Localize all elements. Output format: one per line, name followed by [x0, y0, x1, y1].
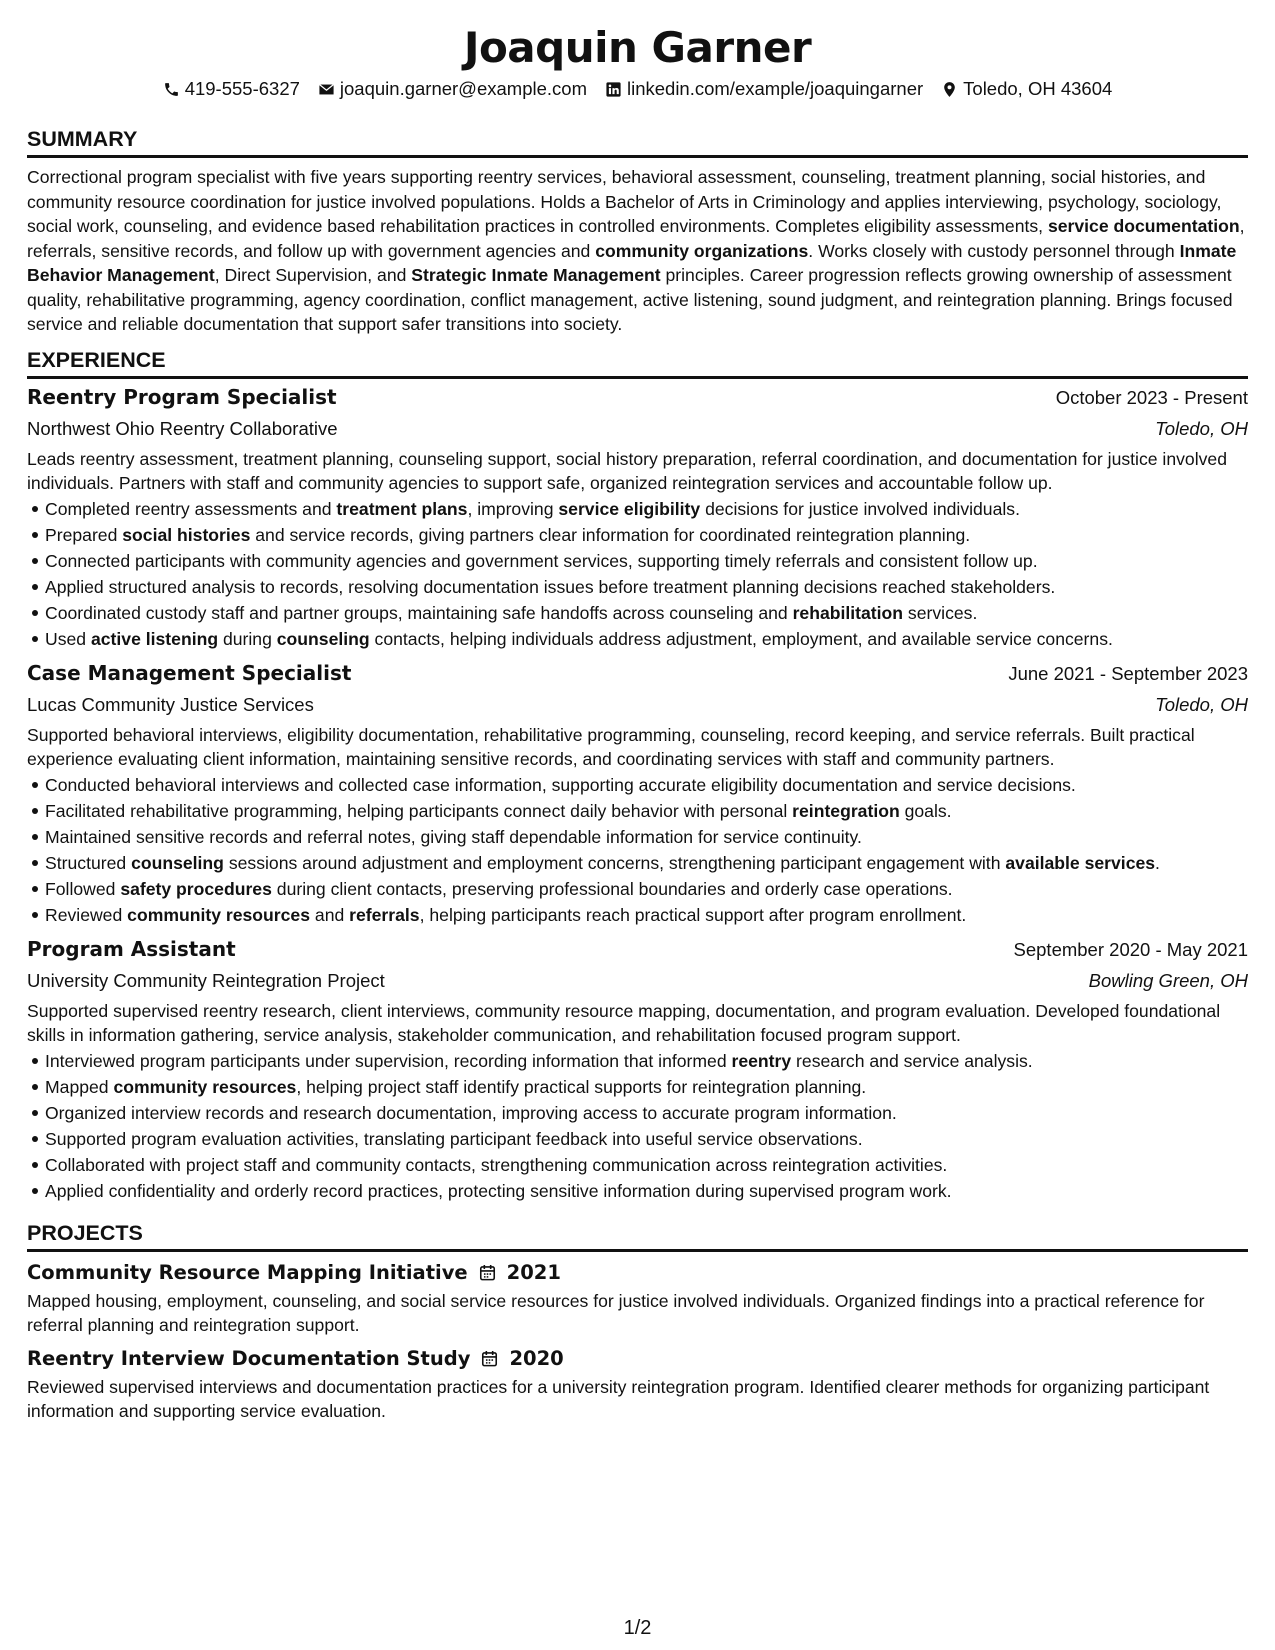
- text-run: Collaborated with project staff and community contacts, strengthening communication across reintegration activities.: [45, 1154, 948, 1175]
- list-item: [45, 772, 1248, 798]
- text-run: Used: [45, 628, 91, 649]
- calendar-icon: [478, 1263, 497, 1282]
- text-run: .: [1155, 852, 1160, 873]
- text-run: Completed reentry assessments and: [45, 498, 337, 519]
- job-dates: October 2023 - Present: [1055, 386, 1248, 408]
- list-item: [45, 824, 1248, 850]
- list-item: [45, 1074, 1248, 1100]
- project-year: 2021: [506, 1260, 561, 1284]
- phone-text: 419-555-6327: [184, 78, 300, 99]
- job-title: Program Assistant: [27, 936, 236, 961]
- job-bullets: [27, 496, 1248, 652]
- experience-heading: EXPERIENCE: [27, 347, 1248, 379]
- job-subheader: [27, 966, 1248, 996]
- emphasis-text: active listening: [90, 628, 219, 649]
- text-run: Prepared: [45, 524, 123, 545]
- text-run: Followed: [45, 878, 121, 899]
- job-description: Supported behavioral interviews, eligibility documentation, rehabilitative programming, counseling, record keeping, and service referrals. Built practical experience evaluating client information, maintaining sensitive records, and coordinating services with staff and community partners.: [27, 724, 1195, 769]
- emphasis-text: service eligibility: [558, 498, 701, 519]
- job-bullets: [27, 772, 1248, 928]
- text-run: and service records, giving partners clear information for coordinated reintegration planning.: [250, 524, 971, 545]
- job-bullets: [27, 1048, 1248, 1204]
- text-run: Maintained sensitive records and referral notes, giving staff dependable information for service continuity.: [45, 826, 862, 847]
- text-run: during: [218, 628, 277, 649]
- list-item: [45, 850, 1248, 876]
- emphasis-text: reentry: [731, 1050, 792, 1071]
- emphasis-text: Inmate Behavior Management: [27, 240, 1237, 285]
- job-title: Case Management Specialist: [27, 660, 352, 685]
- emphasis-text: community resources: [113, 1076, 297, 1097]
- text-run: goals.: [899, 800, 952, 821]
- contact-bar: [27, 76, 1248, 102]
- projects-heading: PROJECTS: [27, 1220, 1248, 1252]
- job-entry: [27, 934, 1248, 1204]
- emphasis-text: safety procedures: [120, 878, 272, 899]
- list-item: [45, 798, 1248, 824]
- text-run: principles. Career progression reflects growing ownership of assessment quality, rehabilitative programming, agency coordination, conflict management, active listening, sound judgment, and reintegration planning. Brings focused service and reliable documentation that support safer transitions into society.: [27, 265, 1233, 334]
- list-item: [45, 876, 1248, 902]
- job-dates: September 2020 - May 2021: [1013, 938, 1248, 960]
- text-run: . Works closely with custody personnel through: [808, 240, 1180, 261]
- list-item: [45, 902, 1248, 928]
- list-item: [45, 1126, 1248, 1152]
- list-item: [45, 626, 1248, 652]
- text-run: , referrals, sensitive records, and follow up with government agencies and: [27, 216, 1245, 261]
- list-item: [45, 600, 1248, 626]
- emphasis-text: service documentation: [1047, 216, 1240, 236]
- phone-icon: [163, 81, 180, 98]
- emphasis-text: counseling: [276, 628, 370, 649]
- project-header: [27, 1345, 1248, 1373]
- experience-list: [27, 382, 1248, 1204]
- job-organization: Northwest Ohio Reentry Collaborative: [27, 417, 338, 439]
- job-description: Supported supervised reentry research, client interviews, community resource mapping, documentation, and program evaluation. Developed foundational skills in information gathering, service analysis, stakeholder communication, and rehabilitation focused program support.: [27, 1000, 1221, 1045]
- list-item: [45, 1048, 1248, 1074]
- job-organization: Lucas Community Justice Services: [27, 693, 314, 715]
- job-dates: June 2021 - September 2023: [1008, 662, 1248, 684]
- project-year: 2020: [509, 1346, 564, 1370]
- emphasis-text: treatment plans: [336, 498, 468, 519]
- text-run: Organized interview records and research documentation, improving access to accurate program information.: [45, 1102, 897, 1123]
- job-entry: [27, 382, 1248, 652]
- summary-text: [27, 165, 1248, 337]
- text-run: research and service analysis.: [791, 1050, 1033, 1071]
- text-run: Supported program evaluation activities, translating participant feedback into useful service observations.: [45, 1128, 863, 1149]
- project-title: Reentry Interview Documentation Study: [27, 1346, 471, 1370]
- text-run: Facilitated rehabilitative programming, helping participants connect daily behavior with personal: [45, 800, 793, 821]
- contact-email[interactable]: [318, 76, 587, 102]
- text-run: sessions around adjustment and employment concerns, strengthening participant engagement with: [223, 852, 1006, 873]
- text-run: services.: [903, 602, 978, 623]
- emphasis-text: referrals: [349, 904, 420, 925]
- job-subheader: [27, 414, 1248, 444]
- emphasis-text: rehabilitation: [792, 602, 904, 623]
- job-location: Bowling Green, OH: [1088, 969, 1248, 991]
- email-link[interactable]: joaquin.garner@example.com: [339, 78, 587, 99]
- project-entry: [27, 1345, 1248, 1423]
- project-entry: [27, 1259, 1248, 1337]
- list-item: [45, 1100, 1248, 1126]
- job-location: Toledo, OH: [1155, 417, 1248, 439]
- text-run: Coordinated custody staff and partner groups, maintaining safe handoffs across counseling and: [45, 602, 793, 623]
- emphasis-text: social histories: [122, 524, 251, 545]
- text-run: Conducted behavioral interviews and collected case information, supporting accurate eligibility documentation and service decisions.: [45, 774, 1076, 795]
- text-run: Correctional program specialist with five years supporting reentry services, behavioral assessment, counseling, treatment planning, social histories, and community resource coordination for justice involved populations. Holds a Bachelor of Arts in Criminology and applies interviewing, psychology, sociology, social work, counseling, and evidence based rehabilitation practices in controlled environments. Completes eligibility assessments,: [27, 167, 1222, 236]
- location-text: Toledo, OH 43604: [963, 78, 1113, 99]
- job-subheader: [27, 690, 1248, 720]
- job-description: Leads reentry assessment, treatment planning, counseling support, social history preparation, referral coordination, and documentation for justice involved individuals. Partners with staff and community agencies to support safe, organized reintegration services and accountable follow up.: [27, 448, 1227, 493]
- text-run: Connected participants with community agencies and government services, supporting timely referrals and consistent follow up.: [45, 550, 1038, 571]
- list-item: [45, 1152, 1248, 1178]
- envelope-icon: [318, 81, 335, 98]
- emphasis-text: community resources: [127, 904, 311, 925]
- list-item: [45, 548, 1248, 574]
- projects-list: [27, 1259, 1248, 1423]
- contact-location: [941, 76, 1112, 102]
- calendar-icon: [480, 1349, 499, 1368]
- page-number: 1/2: [623, 1617, 652, 1639]
- job-entry: [27, 658, 1248, 928]
- project-header: [27, 1259, 1248, 1287]
- text-run: and: [310, 904, 350, 925]
- emphasis-text: available services: [1005, 852, 1156, 873]
- text-run: Reviewed: [45, 904, 128, 925]
- project-description: Mapped housing, employment, counseling, and social service resources for justice involved individuals. Organized findings into a practical reference for referral planning and reintegration support.: [27, 1290, 1205, 1335]
- list-item: [45, 574, 1248, 600]
- project-title: Community Resource Mapping Initiative: [27, 1260, 468, 1284]
- job-organization: University Community Reintegration Project: [27, 969, 385, 991]
- text-run: Applied confidentiality and orderly record practices, protecting sensitive information during supervised program work.: [45, 1180, 952, 1201]
- job-header: [27, 658, 1248, 689]
- emphasis-text: reintegration: [792, 800, 900, 821]
- job-title: Reentry Program Specialist: [27, 384, 337, 409]
- text-run: Structured: [45, 852, 132, 873]
- text-run: decisions for justice involved individuals.: [700, 498, 1020, 519]
- text-run: during client contacts, preserving professional boundaries and orderly case operations.: [271, 878, 953, 899]
- text-run: Applied structured analysis to records, resolving documentation issues before treatment planning decisions reached stakeholders.: [45, 576, 1056, 597]
- candidate-name: Joaquin Garner: [463, 23, 812, 72]
- text-run: , Direct Supervision, and: [214, 265, 412, 285]
- text-run: , helping project staff identify practical supports for reintegration planning.: [296, 1076, 867, 1097]
- text-run: , helping participants reach practical support after program enrollment.: [419, 904, 967, 925]
- emphasis-text: Strategic Inmate Management: [411, 265, 661, 285]
- linkedin-icon: [605, 81, 622, 98]
- text-run: Interviewed program participants under supervision, recording information that informed: [45, 1050, 732, 1071]
- emphasis-text: counseling: [131, 852, 224, 873]
- text-run: contacts, helping individuals address adjustment, employment, and available service concerns.: [369, 628, 1113, 649]
- list-item: [45, 1178, 1248, 1204]
- summary-heading: SUMMARY: [27, 126, 1248, 158]
- project-description: Reviewed supervised interviews and documentation practices for a university reintegration program. Identified clearer methods for organizing participant information and supporting service evaluation.: [27, 1376, 1210, 1421]
- linkedin-link[interactable]: linkedin.com/example/joaquingarner: [626, 78, 924, 99]
- job-header: [27, 382, 1248, 413]
- contact-phone: [163, 76, 300, 102]
- text-run: , improving: [467, 498, 559, 519]
- list-item: [45, 522, 1248, 548]
- job-location: Toledo, OH: [1155, 693, 1248, 715]
- text-run: Mapped: [45, 1076, 114, 1097]
- job-header: [27, 934, 1248, 965]
- list-item: [45, 496, 1248, 522]
- emphasis-text: community organizations: [595, 240, 809, 261]
- contact-linkedin[interactable]: [605, 76, 923, 102]
- map-pin-icon: [941, 81, 958, 98]
